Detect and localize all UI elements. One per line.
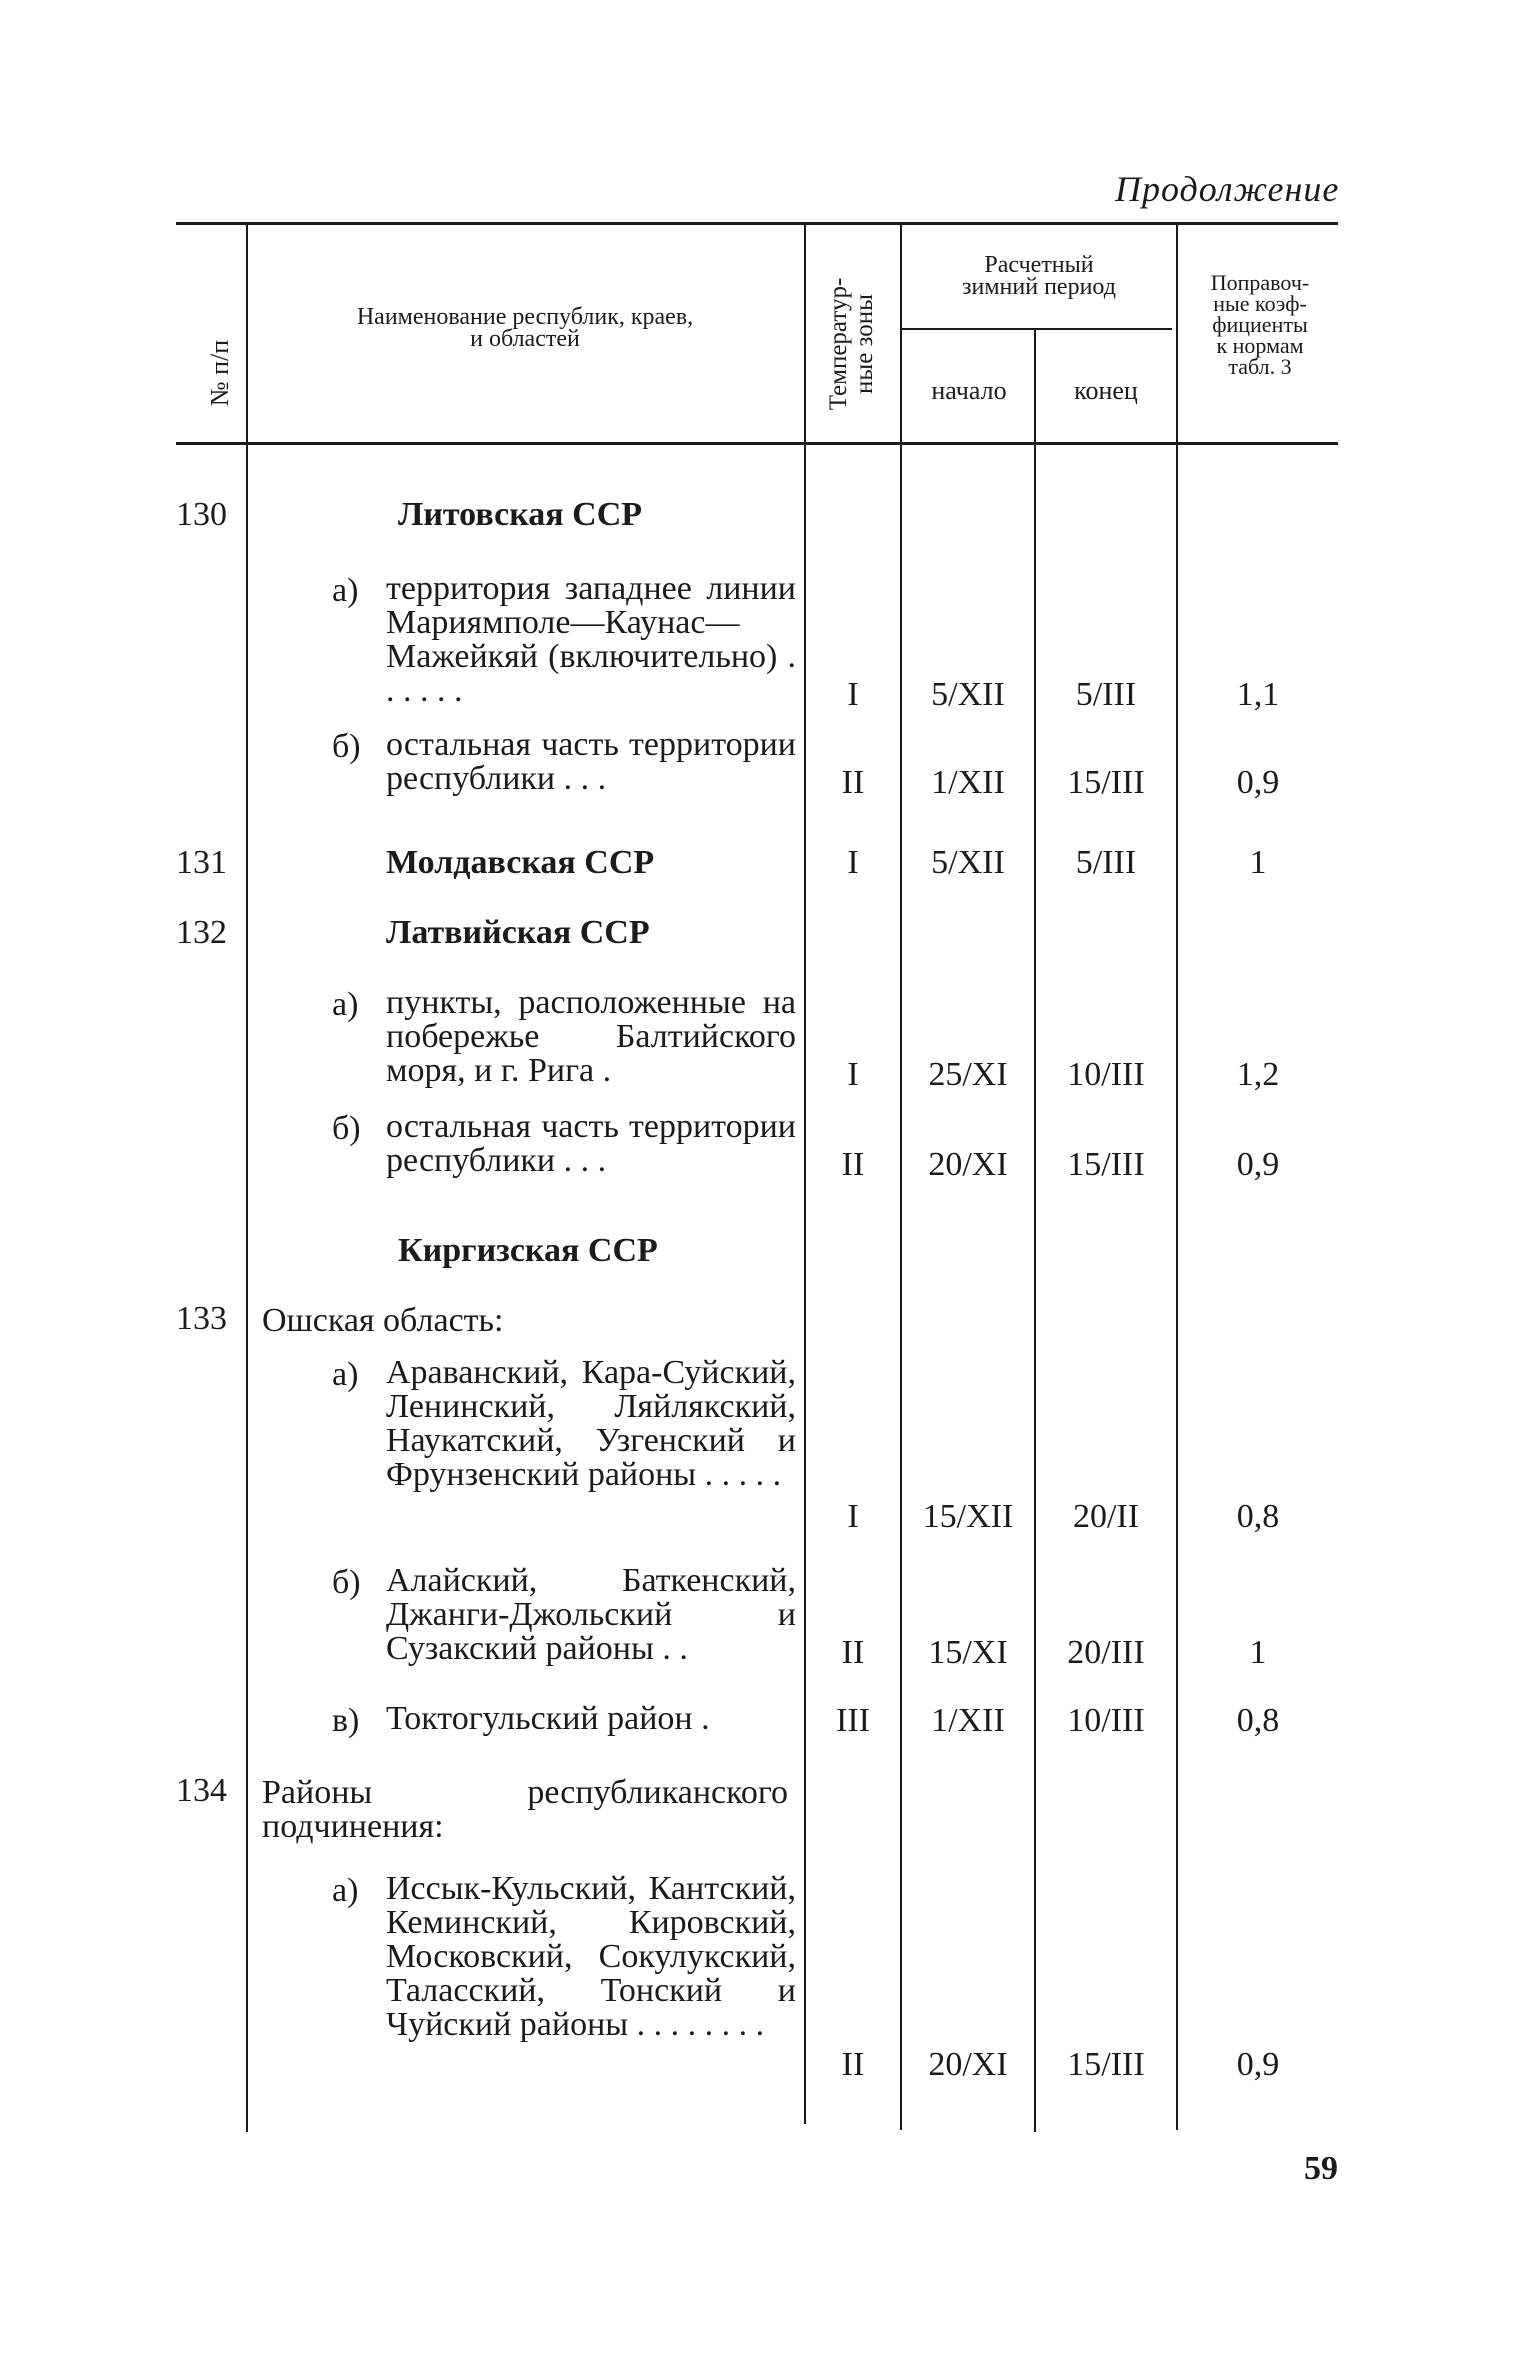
start-cell: 20/XI xyxy=(928,1146,1008,1183)
item-label: а) xyxy=(332,986,359,1023)
header-bottom-rule xyxy=(176,442,1338,445)
republic-heading: Киргизская ССР xyxy=(398,1232,658,1269)
header-coef: Поправоч- ные коэф- фициенты к нормам табл. 3 xyxy=(1210,270,1310,379)
zone-cell: II xyxy=(841,764,865,801)
item-label: б) xyxy=(332,728,361,765)
header-period: Расчетный зимний период xyxy=(962,252,1116,300)
end-cell: 20/III xyxy=(1067,1634,1145,1671)
end-cell: 15/III xyxy=(1067,2046,1145,2083)
row-number: 130 xyxy=(176,496,227,533)
coef-cell: 0,9 xyxy=(1236,2046,1280,2083)
item-label: а) xyxy=(332,1872,359,1909)
zone-cell: I xyxy=(847,1498,859,1535)
item-text: Токтогульский район . xyxy=(386,1700,710,1737)
zone-cell: III xyxy=(836,1702,870,1739)
header-start: начало xyxy=(931,376,1007,405)
coef-cell: 0,8 xyxy=(1236,1498,1280,1535)
page-number: 59 xyxy=(1304,2150,1338,2187)
row-number: 134 xyxy=(176,1772,227,1809)
continuation-label: Продолжение xyxy=(1115,169,1340,209)
zone-cell: II xyxy=(841,2046,865,2083)
header-end: конец xyxy=(1074,376,1138,405)
item-label: б) xyxy=(332,1564,361,1601)
end-cell: 5/III xyxy=(1075,844,1137,881)
start-cell: 1/XII xyxy=(931,1702,1005,1739)
item-text: остальная часть территории республики . . . xyxy=(386,1108,796,1179)
zone-cell: I xyxy=(847,1056,859,1093)
item-text: пункты, расположенные на побережье Балтийского моря, и г. Рига . xyxy=(386,984,796,1089)
republic-heading: Литовская ССР xyxy=(398,496,643,533)
item-text: остальная часть территории республики . . . xyxy=(386,726,796,797)
end-cell: 20/II xyxy=(1072,1498,1140,1535)
zone-cell: I xyxy=(847,844,859,881)
end-cell: 10/III xyxy=(1067,1056,1145,1093)
zone-cell: II xyxy=(841,1634,865,1671)
coef-cell: 1 xyxy=(1249,844,1267,881)
column-rule-4 xyxy=(1034,330,1036,2132)
zone-cell: I xyxy=(847,676,859,713)
header-num: № п/п xyxy=(205,339,234,407)
period-subheader-rule xyxy=(902,328,1172,330)
start-cell: 15/XI xyxy=(928,1634,1008,1671)
header-name: Наименование республик, краев, и областей xyxy=(356,304,694,352)
coef-cell: 1,1 xyxy=(1236,676,1280,713)
item-text: территория западнее линии Мариямполе—Каунас—Мажейкяй (включительно) . . . . . . xyxy=(386,570,796,709)
coef-cell: 1 xyxy=(1249,1634,1267,1671)
republic-heading: Молдавская ССР xyxy=(386,844,655,881)
start-cell: 5/XII xyxy=(931,676,1005,713)
item-text: Иссык-Кульский, Кантский, Кеминский, Кировский, Московский, Сокулукский, Таласский, Тонский и Чуйский районы . . . . . . . . xyxy=(386,1870,796,2043)
item-label: в) xyxy=(332,1702,360,1739)
end-cell: 15/III xyxy=(1067,1146,1145,1183)
republic-heading: Латвийская ССР xyxy=(386,914,650,951)
coef-cell: 0,8 xyxy=(1236,1702,1280,1739)
item-label: а) xyxy=(332,572,359,609)
end-cell: 10/III xyxy=(1067,1702,1145,1739)
item-label: б) xyxy=(332,1110,361,1147)
coef-cell: 0,9 xyxy=(1236,764,1280,801)
end-cell: 15/III xyxy=(1067,764,1145,801)
item-label: а) xyxy=(332,1356,359,1393)
row-number: 131 xyxy=(176,844,227,881)
start-cell: 5/XII xyxy=(931,844,1005,881)
start-cell: 1/XII xyxy=(931,764,1005,801)
zone-cell: II xyxy=(841,1146,865,1183)
item-text: Алайский, Баткенский, Джанги-Джольский и Сузакский районы . . xyxy=(386,1562,796,1667)
start-cell: 25/XI xyxy=(928,1056,1008,1093)
region-label: Районы республиканского подчинения: xyxy=(262,1774,788,1845)
header-zones: Температур- ные зоны xyxy=(825,277,878,411)
start-cell: 15/XII xyxy=(922,1498,1014,1535)
region-label: Ошская область: xyxy=(262,1302,504,1339)
start-cell: 20/XI xyxy=(928,2046,1008,2083)
item-text: Араванский, Кара-Суйский, Ленинский, Ляйлякский, Наукатский, Узгенский и Фрунзенский районы . . . . . xyxy=(386,1354,796,1493)
coef-cell: 1,2 xyxy=(1236,1056,1280,1093)
end-cell: 5/III xyxy=(1075,676,1137,713)
row-number: 133 xyxy=(176,1300,227,1337)
table-top-rule xyxy=(176,222,1338,225)
row-number: 132 xyxy=(176,914,227,951)
coef-cell: 0,9 xyxy=(1236,1146,1280,1183)
